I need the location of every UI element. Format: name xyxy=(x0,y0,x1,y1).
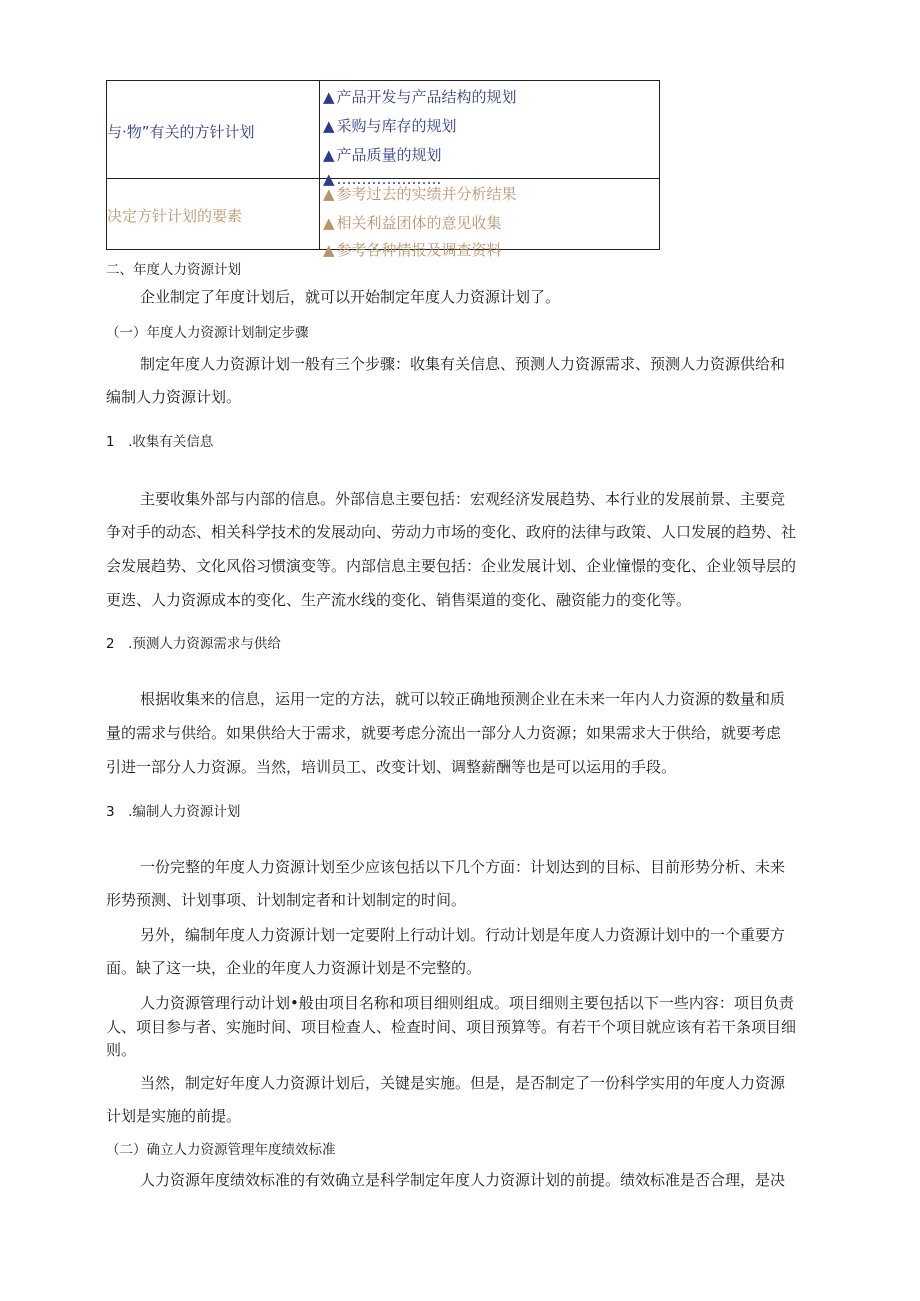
policy-table xyxy=(106,80,660,259)
paragraph-line: 形势预测、计划事项、计划制定者和计划制定的时间。 xyxy=(106,891,467,909)
list-item: ▲ 产品开发与产品结构的规划 xyxy=(323,88,517,106)
paragraph-line: 另外，编制年度人力资源计划一定要附上行动计划。行动计划是年度人力资源计划中的一个重要方 xyxy=(140,926,786,944)
table-cell-left: 与·物”有关的方针计划 xyxy=(107,123,255,141)
paragraph-line: 人、项目参与者、实施时间、项目检查人、检查时间、项目预算等。有若干个项目就应该有若干条项目细 xyxy=(106,1018,797,1036)
step-title: 1 .收集有关信息 xyxy=(106,434,214,450)
paragraph-line: 人力资源年度绩效标准的有效确立是科学制定年度人力资源计划的前提。绩效标准是否合理，是决 xyxy=(140,1171,786,1189)
list-item: ▲ 参考各种情报及调查资料 xyxy=(323,241,502,259)
subsection-title: （二）确立人力资源管理年度绩效标准 xyxy=(106,1142,336,1158)
triangle-bullet-icon: ▲ xyxy=(323,88,335,106)
paragraph-line: 面。缺了这一块，企业的年度人力资源计划是不完整的。 xyxy=(106,959,482,977)
list-item: ▲ 采购与库存的规划 xyxy=(323,117,457,135)
paragraph-line: 主要收集外部与内部的信息。外部信息主要包括：宏观经济发展趋势、本行业的发展前景、主要竞 xyxy=(140,490,786,508)
triangle-bullet-icon: ▲ xyxy=(323,214,335,232)
step-title: 2 .预测人力资源需求与供给 xyxy=(106,636,281,652)
paragraph: 企业制定了年度计划后，就可以开始制定年度人力资源计划了。 xyxy=(140,288,561,306)
paragraph-line: 更迭、人力资源成本的变化、生产流水线的变化、销售渠道的变化、融资能力的变化等。 xyxy=(106,591,692,609)
paragraph-line: 根据收集来的信息，运用一定的方法，就可以较正确地预测企业在未来一年内人力资源的数量和质 xyxy=(140,690,786,708)
table-cell-left: 决定方针计划的要素 xyxy=(107,207,243,225)
step-title: 3 .编制人力资源计划 xyxy=(106,804,241,820)
list-item: ▲ ………………… xyxy=(323,170,442,188)
paragraph-line: 则。 xyxy=(106,1041,137,1059)
triangle-bullet-icon: ▲ xyxy=(323,170,335,188)
triangle-bullet-icon: ▲ xyxy=(323,146,335,164)
paragraph-line: 当然，制定好年度人力资源计划后，关键是实施。但是，是否制定了一份科学实用的年度人力资源 xyxy=(140,1074,786,1092)
triangle-bullet-icon: ▲ xyxy=(323,185,335,203)
paragraph-line: 引进一部分人力资源。当然，培训员工、改变计划、调整薪酬等也是可以运用的手段。 xyxy=(106,758,677,776)
paragraph-line: 争对手的动态、相关科学技术的发展动向、劳动力市场的变化、政府的法律与政策、人口发展的趋势、社 xyxy=(106,523,797,541)
paragraph-line: 量的需求与供给。如果供给大于需求，就要考虑分流出一部分人力资源；如果需求大于供给，就要考虑 xyxy=(106,724,782,742)
list-item: ▲ 产品质量的规划 xyxy=(323,146,442,164)
list-item: ▲ 参考过去的实绩并分析结果 xyxy=(323,185,517,203)
paragraph-line: 编制人力资源计划。 xyxy=(106,388,242,406)
subsection-title: （一）年度人力资源计划制定步骤 xyxy=(106,325,309,341)
paragraph-line: 会发展趋势、文化风俗习惯演变等。内部信息主要包括：企业发展计划、企业憧憬的变化、企业领导层的 xyxy=(106,557,797,575)
paragraph-line: 计划是实施的前提。 xyxy=(106,1107,242,1125)
table-divider xyxy=(319,81,320,249)
table-row xyxy=(107,179,659,259)
triangle-bullet-icon: ▲ xyxy=(323,241,335,259)
paragraph-line: 人力资源管理行动计划•般由项目名称和项目细则组成。项目细则主要包括以下一些内容：项目负责 xyxy=(140,994,794,1012)
paragraph-line: 一份完整的年度人力资源计划至少应该包括以下几个方面：计划达到的目标、目前形势分析、未来 xyxy=(140,858,786,876)
list-item: ▲ 相关利益团体的意见收集 xyxy=(323,214,502,232)
triangle-bullet-icon: ▲ xyxy=(323,117,335,135)
paragraph-line: 制定年度人力资源计划一般有三个步骤：收集有关信息、预测人力资源需求、预测人力资源供给和 xyxy=(140,355,786,373)
section-title: 二、年度人力资源计划 xyxy=(106,262,241,278)
table-row xyxy=(107,81,659,188)
